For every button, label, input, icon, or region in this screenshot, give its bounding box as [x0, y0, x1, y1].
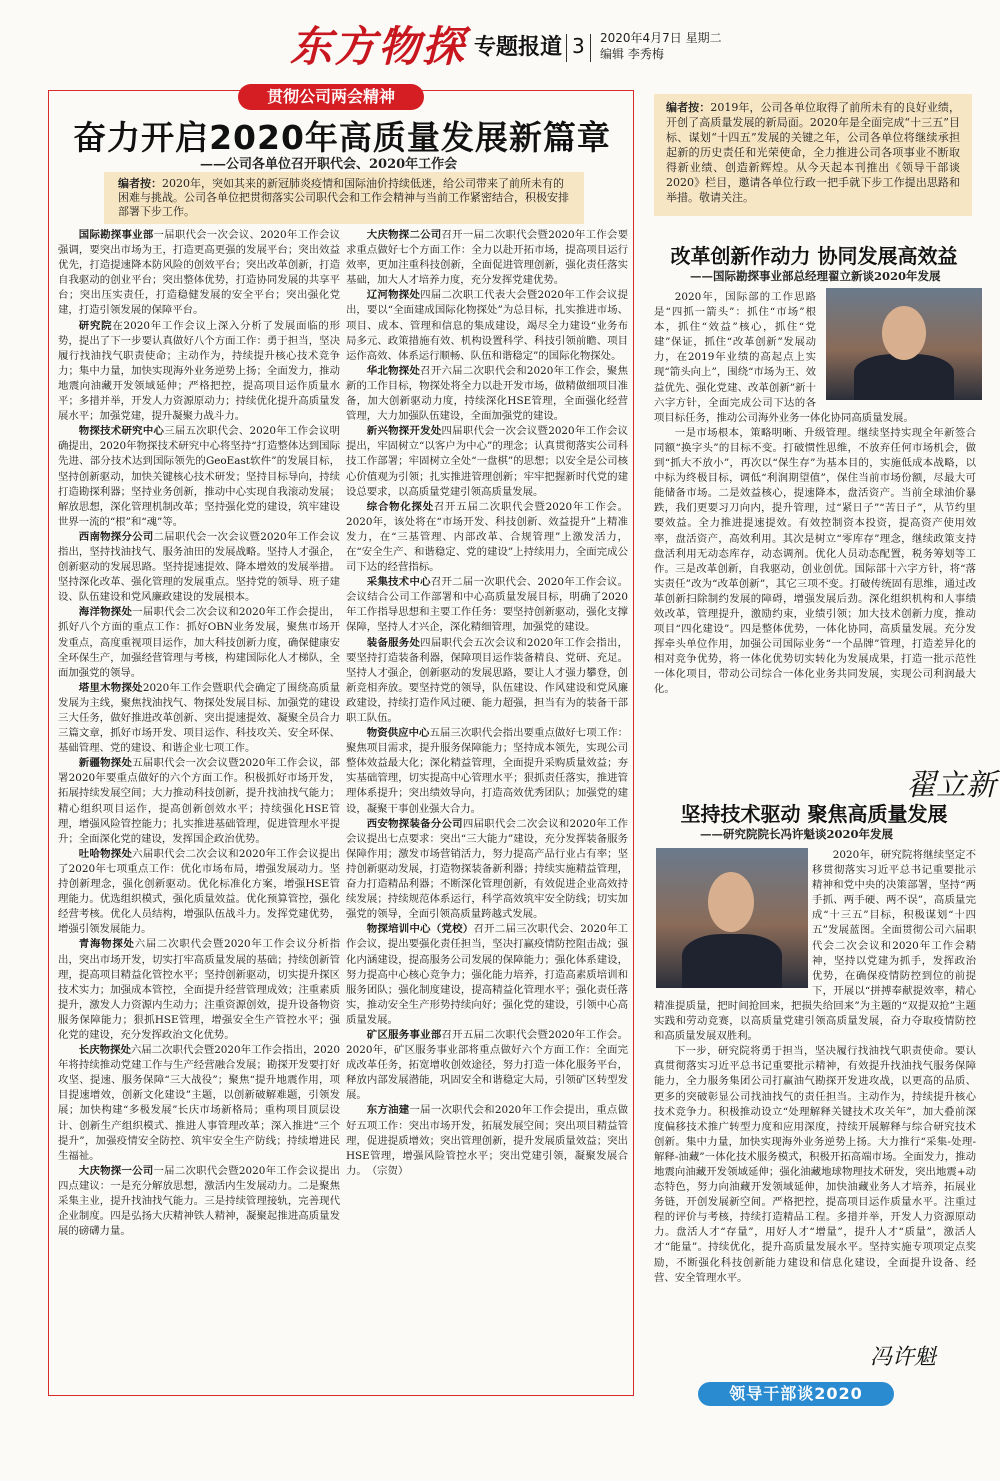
- unit-name: 新疆物探处: [78, 757, 133, 770]
- article-paragraph: 下一步，研究院将勇于担当，坚决履行找油找气职责使命。要认真贯彻落实习近平总书记重要批示精神，有效提升找油找气服务保障能力，全力服务集团公司打赢油气勘探开发进攻战，以更高的品质、更多的突破彰显公司找油找气的责任担当。主动作为，持续提升核心技术竞争力。积极推动设立“处理解释关键技术攻关年”，加大叠前深度偏移技术推广转型力度和应用深度，持续开展解释与综合研究技术创新。集中力量，加快实现海外业务逆势上扬。大力推行“采集-处理-解释-油藏”一体化技术服务模式，积极开拓高端市场。全面发力，推动地震向油藏开发领域延伸；强化油藏地球物理技术研发，突出地震+动态特色，努力向油藏开发领域延伸，加快油藏业务人才培养，拓展业务链，开创发展新空间。严格把控，提高项目运作质量水平。注重过程的评价与考核，持续打造精品工程。多措并举，开发人力资源原动力。盘活人才“存量”，用好人才“增量”，提升人才“质量”，激活人才“能量”。持续优化，提升高质量发展水平。坚持实施专项项定点奖励，不断强化科技创新能力建设和信息化建设，全面提升设备、经营、安全管理水平。: [654, 1045, 976, 1284]
- unit-name: 物探技术研究中心: [78, 425, 165, 438]
- article2-body: [654, 848, 976, 1364]
- unit-report-paragraph: [346, 500, 628, 575]
- editor-name: 编辑 李秀梅: [600, 47, 664, 61]
- unit-report-paragraph: [346, 726, 628, 817]
- unit-report-text: 四届职代会五次会议和2020年工作会指出，要坚持打造装备利器，保障项目运作装备精良、党研、充足。坚持人才强企，创新驱动的发展思路，要让人才强力攀登，创新竞相奔放。要坚持党的领导，队伍建设、作风建设和党风廉政建设，持续打造作风过硬、能力超强，担当有为的装备干部职工队伍。: [346, 636, 628, 724]
- unit-report-paragraph: [346, 1103, 628, 1178]
- main-story-body: [58, 228, 628, 1388]
- unit-report-text: 四届职代会一次会议暨2020年工作会议提出，牢固树立“以客户为中心”的理念；认真贯彻落实公司科技工作部署；牢固树立全处“一盘棋”的思想；以安全是公司核心价值观为引领；扎实推进管理创新；牢牢把握新时代党的建设总要求，以高质量党建引领高质量发展。: [346, 425, 628, 498]
- unit-name: 采集技术中心: [366, 576, 431, 589]
- unit-report-paragraph: [346, 636, 628, 727]
- masthead: [0, 0, 1000, 78]
- article1-signature: 翟立新: [906, 768, 996, 803]
- unit-name: 吐哈物探处: [78, 847, 133, 860]
- unit-report-text: 五届职代会一次会议暨2020年工作会议，部署2020年要重点做好的六个方面工作。积极抓好市场开发，拓展持续发展空间；大力推动科技创新，提升找油找气能力；精心组织项目运作，提高创新创效水平；持续强化HSE管理，增强风险管控能力；扎实推进基础管理，促进管理水平提升；全面深化党的建设，发挥国企政治优势。: [58, 757, 340, 845]
- body-column-right: [346, 228, 628, 1388]
- topic-tag: 贯彻公司两会精神: [238, 84, 424, 110]
- unit-name: 研究院: [78, 319, 113, 332]
- unit-name: 华北物探处: [366, 364, 421, 377]
- unit-report-text: 六届二次职代会暨2020年工作会议分析指出，突出市场开发，切实打牢高质量发展的基础；持续创新管理，提高项目精益化管控水平；坚持创新驱动，切实提升探区技术实力；加强成本管控，全面提升经营管理成效；注重素质提升，激发人力资源内生动力；注重资源创效，提升设备物资服务保障能力；狠抓HSE管理，增强安全生产管控水平；强化党的建设，充分发挥政治文化优势。: [58, 938, 340, 1041]
- unit-report-text: 六届职代会二次会议和2020年工作会议提出了2020年七项重点工作：优化市场布局，增强发展动力。坚持创新理念，强化创新驱动。优化标准化方案，增强HSE管理能力。优选组织模式，强化质量效益。优化预算管控，强化经营考核。优化人员结构，增强队伍战斗力。发挥党建优势，增强引领发展能力。: [58, 847, 340, 936]
- unit-name: 综合物化探处: [366, 500, 434, 513]
- unit-report-text: 六届二次职代会暨2020年工作会指出，2020年将持续推动党建工作与生产经营融合发展；勘探开发要打好攻坚、提速、服务保障“三大战役”；聚焦“提升地震作用，项目提速增效，创新文化建设”主题，以创新破解难题，引领发展；加快构建“多极发展”长庆市场新格局；重构项目顶层设计、创新生产组织模式、推进人事管理改革；深入推进“三个提升”，加强疫情安全防控、筑牢安全生产防线；持续增进民生福祉。: [58, 1044, 340, 1162]
- unit-name: 国际勘探事业部: [78, 229, 154, 241]
- unit-report-text: 一届职代会一次会议、2020年工作会议强调，要突出市场为王，打造更高更强的发展平台；突出效益优先，打造提速降本防风险的创效平台；突出改革创新，打造自我驱动的创业平台；突出整体优势，打造协同发展的共享平台；突出压实责任，打造稳健发展的安全平台；突出强化党建，打造引领发展的保障平台。: [58, 229, 340, 317]
- article1-subtitle: ——国际勘探事业部总经理翟立新谈2020年发展: [690, 269, 941, 283]
- column-intro-label: 编者按：: [666, 101, 711, 114]
- unit-report-paragraph: [58, 1164, 340, 1239]
- editor-note-label: 编者按：: [118, 177, 162, 190]
- unit-name: 塔里木物探处: [78, 681, 143, 694]
- unit-name: 物资供应中心: [366, 727, 430, 740]
- unit-report-text: 四届二次职工代表大会暨2020年工作会议提出，要以“全面建成国际化物探处”为总目标，扎实推进市场、项目、成本、管理和信息的集成建设，竭尽全力建设“业务布局多元、政策措施有效、机构设置科学、科技引领前瞻、项目运作高效、体系运行顺畅、队伍和谐稳定”的国际化物探处。: [346, 289, 628, 362]
- unit-report-text: 四届职代会二次会议和2020年工作会议提出七点要求：突出“三大能力”建设，充分发挥装备服务保障作用；激发市场营销活力，努力提高产品行业占有率；坚持创新驱动发展，打造物探装备新利器；持续实施精益管理，奋力打造精品利器；不断深化管理创新，有效促进企业高效持续发展；持续规范体系运行，科学高效筑牢安全防线；切实加强党的领导，全面引领高质量跨越式发展。: [346, 817, 628, 921]
- unit-report-text: 召开一届二次职代会暨2020年工作会要求重点做好七个方面工作：全力以赴开拓市场，提高项目运行效率，更加注重科技创新，全面促进管理创新，强化责任落实基础，加大人才培养力度，充分发挥党建优势。: [346, 229, 628, 287]
- unit-report-text: 三届五次职代会、2020年工作会议明确提出，2020年物探技术研究中心将坚持“打造整体达到国际先进、部分技术达到国际领先的GeoEast软件”的发展目标，坚持创新驱动，加快关键核心技术研发；坚持目标导向，持续打造勘探利器；坚持业务创新，推动中心实现自我滚动发展；解放思想，深化管理机制改革；坚持强化党的建设，筑牢建设世界一流的“根”和“魂”等。: [58, 425, 340, 528]
- article-paragraph: 一是市场根本，策略明晰、升级管理。继续坚持实现全年新签合同额“换字头”的目标不变。打破惯性思维，不放弃任何市场机会，做到“抓大不放小”，再次以“保生存”为基本目的，实施低成本战略，以中标为终极目标，调低“利润期望值”，保住当前市场份额，尽最大可能储备市场。二是效益核心，提速降本，盘活资产。当前全球油价暴跌，我们更要习刀向内，提升管理，过“紧日子”“苦日子”，从节约里要效益。全力推进提速提效。有效控制资本投资，提高资产使用效率，盘活资产，高效利用。其次是树立“零库存”理念，继续政策支持盘活利用无动态库存，动态调剂。优化人员动态配置，税务筹划等工作。三是改革创新，自我驱动，创业创优。国际部十六字方针，将“落实责任”改为“改革创新”，其它三项不变。打破传统固有思维，通过改革创新扫除制约发展的障碍，增强发展后劲。深化组织机构和人事绩效改革，管理提升，激励约束，业绩引领；加大技术创新力度，推动项目“四化建设”。四是整体优势，一体化协同，高质量发展。充分发挥牵头单位作用，加强公司国际业务“一个品牌”管理，打造差异化的相对竞争优势，将一体化优势切实转化为发展成果，打造一批示范性一体化项目，带动公司综合一体化业务共同发展，实现公司利润最大化。: [654, 426, 976, 696]
- newspaper-logo: 东方物探: [290, 22, 467, 71]
- column-intro-note: [654, 94, 972, 216]
- unit-report-paragraph: [346, 228, 628, 288]
- unit-report-paragraph: [58, 681, 340, 756]
- unit-report-text: 召开五届二次职代会暨2020年工作会。2020年，矿区服务事业部将重点做好六个方面工作：全面完成改革任务，拓宽增收创效途径，努力打造一体化服务平台，释放内部发展潜能，巩固安全和谐稳定大局，引领矿区转型发展。: [346, 1028, 628, 1102]
- unit-report-text: 在2020年工作会议上深入分析了发展面临的形势，提出了下一步要认真做好八个方面工作：勇于担当，坚决履行找油找气职责使命；主动作为，持续提升核心技术竞争力；集中力量，加快实现海外业务逆势上扬；全面发力，推动地震向油藏开发领域延伸；严格把控，提高项目运作质量水平；多措并举，开发人力资源原动力；持续优化提升高质量发展水平；加强党建，提升凝聚力战斗力。: [58, 319, 340, 423]
- unit-report-text: 二届职代会一次会议暨2020年工作会议指出，坚持找油找气、服务油田的发展战略。坚持人才强企，创新驱动的发展思路。坚持提速提效、降本增效的发展举措。坚持深化改革、强化管理的发展重点。坚持党的领导、班子建设、队伍建设和党风廉政建设的发展根本。: [58, 530, 340, 604]
- column-banner: 领导干部谈2020: [698, 1382, 894, 1406]
- unit-report-paragraph: [346, 817, 628, 923]
- unit-report-paragraph: [346, 364, 628, 424]
- unit-report-paragraph: [58, 937, 340, 1043]
- article2-signature: 冯许魁: [870, 1345, 937, 1370]
- divider: [590, 34, 591, 62]
- article2-title: 坚持技术驱动 聚焦高质量发展: [680, 802, 948, 826]
- article1-title: 改革创新作动力 协同发展高效益: [670, 244, 958, 268]
- unit-report-text: 2020年工作会暨职代会确定了围绕高质量发展为主线，聚焦找油找气、物探处发展目标、加强党的建设三大任务，做好推进改革创新、突出提速提效、凝聚全员合力三篇文章，抓好市场开发、项目运作、科技攻关、安全环保、基础管理、党的建设、和谐企业七项工作。: [58, 681, 340, 755]
- unit-report-text: 召开二届一次职代会、2020年工作会议。会议结合公司工作部署和中心高质量发展目标，明确了2020年工作指导思想和主要工作任务：要坚持创新驱动，强化支撑保障，坚持人才兴企，深化精细管理，加强党的建设。: [346, 576, 628, 634]
- portrait-spacer: [654, 848, 812, 990]
- unit-name: 矿区服务事业部: [366, 1028, 442, 1041]
- unit-name: 西南物探分公司: [78, 530, 154, 543]
- unit-report-text: 召开二届三次职代会、2020年工作会议，提出要强化责任担当，坚决打赢疫情防控阻击战；强化内涵建设，提高服务公司发展的保障能力；强化体系建设，努力提高中心核心竞争力；强化能力培养，打造高素质培训和服务团队；强化制度建设，提高精益化管理水平；强化责任落实，推动安全生产形势持续向好；强化党的建设，引领中心高质量发展。: [346, 923, 628, 1026]
- article1-body: [654, 290, 976, 776]
- unit-report-text: 一届二次职代会暨2020年工作会议提出四点建议：一是充分解放思想，激活内生发展动力。二是聚焦采集主业，提升找油找气能力。三是持续管理接轨，完善现代企业制度。四是弘扬大庆精神铁人精神，凝聚起推进高质量发展的磅礴力量。: [58, 1164, 340, 1238]
- unit-report-paragraph: [58, 319, 340, 425]
- unit-name: 东方油建: [366, 1104, 410, 1117]
- unit-name: 辽河物探处: [366, 289, 421, 302]
- unit-name: 长庆物探处: [78, 1044, 131, 1057]
- divider: [566, 34, 567, 62]
- unit-report-text: 召开六届二次职代会和2020年工作会，聚焦新的工作目标，物探处将全力以赴开发市场，做精做细项目准备，加大创新驱动力度，持续深化HSE管理，全面强化经营管理，大力加强队伍建设，全面加强党的建设。: [346, 364, 628, 423]
- unit-name: 西安物探装备分公司: [366, 817, 463, 830]
- article-paragraph: 2020年，研究院将继续坚定不移贯彻落实习近平总书记重要批示精神和党中央的决策部署，坚持“两手抓、两手硬、两不误”，高质量完成“十三五”目标，积极谋划“十四五”发展蓝图。全面贯彻公司六届职代会二次会议和2020年工作会精神，坚持以党建为抓手，发挥政治优势，在确保疫情防控到位的前提下，开展以“拼搏奉献提效率，精心精准提质量，把时间抢回来，把损失给回来”为主题的“双提双抢”主题实践和劳动竞赛，以高质量党建引领高质量发展，奋力夺取疫情防控和高质量发展双胜利。: [654, 849, 976, 1043]
- unit-name: 新兴物探开发处: [366, 425, 442, 438]
- unit-report-paragraph: [346, 424, 628, 499]
- article2-subtitle: ——研究院院长冯许魁谈2020年发展: [700, 827, 894, 841]
- unit-report-paragraph: [58, 756, 340, 847]
- unit-report-paragraph: [58, 530, 340, 605]
- unit-name: 青海物探处: [78, 938, 135, 951]
- issue-info: [600, 30, 722, 62]
- editor-note-text: 2020年，突如其来的新冠肺炎疫情和国际油价持续低迷，给公司带来了前所未有的困难与挑战。公司各单位把贯彻落实公司职代会和工作会精神与当前工作紧密结合，积极安排部署下步工作。: [118, 177, 569, 218]
- unit-report-paragraph: [58, 847, 340, 938]
- page-number: 3: [572, 34, 585, 58]
- unit-report-text: 一届一次职代会和2020年工作会提出，重点做好五项工作：突出市场开发，拓展发展空间；突出项目精益管理，促进提质增效；突出管理创新，提升发展质量效益；突出HSE管理，增强风险管控水平；突出党建引领，凝聚发展合力。 （宗贺）: [346, 1104, 628, 1177]
- body-column-left: [58, 228, 340, 1388]
- unit-name: 大庆物探一公司: [78, 1164, 154, 1177]
- unit-name: 装备服务处: [366, 636, 421, 649]
- unit-report-text: 五届三次职代会指出要重点做好七项工作：聚焦项目需求，提升服务保障能力；坚持成本领先，实现公司整体效益最大化；深化精益管理，全面提升采购质量效益；夯实基础管理，切实提高中心管理水平；狠抓责任落实，推进管理体系提升；突出绩效导向，打造高效优秀团队；加强党的建设，凝聚干事创业强大合力。: [346, 727, 628, 815]
- unit-report-text: 一届职代会二次会议和2020年工作会提出，抓好八个方面的重点工作：抓好OBN业务发展，聚焦市场开发重点，高度重视项目运作，加大科技创新力度，确保健康安全环保生产，加强经营管理与考核，构建国际化人才梯队，全面加强党的领导。: [58, 606, 340, 679]
- unit-report-paragraph: [58, 1043, 340, 1164]
- unit-name: 物探培训中心（党校）: [366, 923, 474, 936]
- column-intro-text: 2019年，公司各单位取得了前所未有的良好业绩，开创了高质量发展的新局面。2020年是全面完成“十三五”目标、谋划“十四五”发展的关键之年，公司各单位将继续承担起新的历史责任和光荣使命，全力推进公司各项事业不断取得新业绩、创造新辉煌。从今天起本刊推出《领导干部谈2020》栏目，邀请各单位行政一把手就下步工作提出思路和举措。敬请关注。: [666, 101, 961, 204]
- unit-name: 海洋物探处: [78, 606, 133, 619]
- main-subheadline: ——公司各单位召开职代会、2020年工作会: [200, 157, 458, 172]
- unit-report-paragraph: [58, 424, 340, 530]
- issue-date: 2020年4月7日 星期二: [600, 31, 722, 45]
- editor-note: [104, 172, 584, 224]
- unit-report-paragraph: [58, 605, 340, 680]
- unit-report-paragraph: [58, 228, 340, 319]
- unit-report-paragraph: [346, 1028, 628, 1103]
- unit-report-paragraph: [346, 575, 628, 635]
- unit-report-paragraph: [346, 288, 628, 363]
- unit-report-paragraph: [346, 922, 628, 1028]
- section-title: 专题报道: [474, 35, 563, 60]
- main-headline: 奋力开启2020年高质量发展新篇章: [73, 118, 611, 157]
- unit-name: 大庆物探二公司: [366, 229, 442, 241]
- article-paragraph: 2020年，国际部的工作思路是“四抓一箭头”：抓住“市场”根本，抓住“效益”核心，抓住“党建”保证，抓住“改革创新”发展动力，在2019年业绩的高起点上实现“箭头向上”，围绕“市场为王、效益优先、强化党建、改革创新”新十六字方针，全面完成公司下达的各项目标任务，推动公司海外业务一体化协同高质量发展。: [654, 291, 914, 424]
- portrait-spacer: [816, 290, 976, 402]
- unit-report-text: 召开五届二次职代会暨2020年工作会。2020年，该处将在“市场开发、科技创新、效益提升”上精准发力，在“三基管理、内部改革、合规管理”上激发活力，在“安全生产、和谐稳定、党的建设”上持续用力，全面完成公司下达的经营指标。: [346, 500, 628, 574]
